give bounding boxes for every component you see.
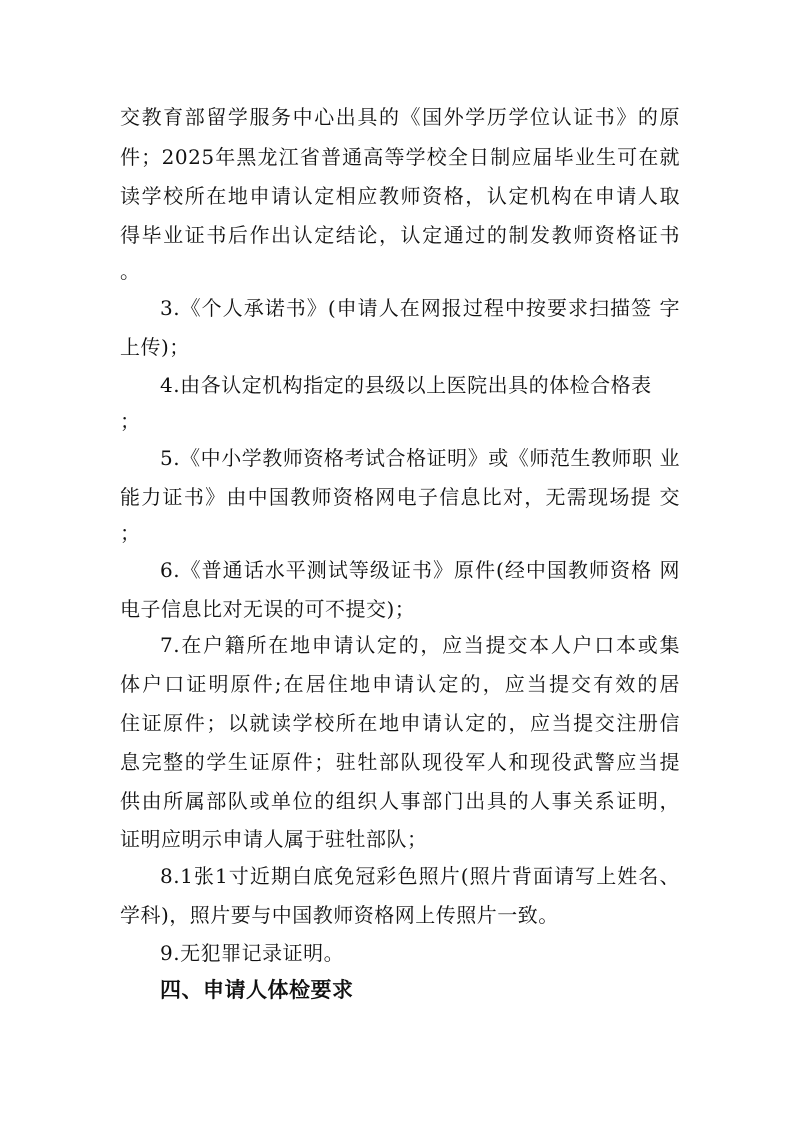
list-item-5-line: 能力证书》由中国教师资格网电子信息比对，无需现场提 交 xyxy=(120,485,680,509)
list-item-7-line: 供由所属部队或单位的组织人事部门出具的人事关系证明， xyxy=(120,789,680,813)
paragraph-line: 件；2025年黑龙江省普通高等学校全日制应届毕业生可在就 xyxy=(120,145,680,169)
list-item-5-line: ； xyxy=(120,521,141,545)
list-item-4-line: 4.由各认定机构指定的县级以上医院出具的体检合格表 xyxy=(160,373,652,397)
paragraph-line: 交教育部留学服务中心出具的《国外学历学位认证书》的原 xyxy=(120,105,680,129)
list-item-4-line: ； xyxy=(120,409,141,433)
paragraph-line: 得毕业证书后作出认定结论，认定通过的制发教师资格证书 xyxy=(120,223,680,247)
list-item-9-line: 9.无犯罪记录证明。 xyxy=(160,941,345,965)
paragraph-line: 。 xyxy=(120,259,141,283)
list-item-7-line: 息完整的学生证原件；驻牡部队现役军人和现役武警应当提 xyxy=(120,750,680,774)
list-item-8-line: 学科)，照片要与中国教师资格网上传照片一致。 xyxy=(120,903,559,927)
list-item-5-line: 5.《中小学教师资格考试合格证明》或《师范生教师职 业 xyxy=(160,446,680,470)
list-item-6-line: 6.《普通话水平测试等级证书》原件(经中国教师资格 网 xyxy=(160,558,680,582)
section-heading: 四、申请人体检要求 xyxy=(160,978,354,1002)
list-item-7-line: 7.在户籍所在地申请认定的，应当提交本人户口本或集 xyxy=(160,633,680,657)
list-item-3-line: 上传)； xyxy=(120,335,190,359)
list-item-7-line: 住证原件；以就读学校所在地申请认定的，应当提交注册信 xyxy=(120,711,680,735)
paragraph-line: 读学校所在地申请认定相应教师资格，认定机构在申请人取 xyxy=(120,184,680,208)
list-item-7-line: 体户口证明原件;在居住地申请认定的，应当提交有效的居 xyxy=(120,672,680,696)
list-item-6-line: 电子信息比对无误的可不提交)； xyxy=(120,597,416,621)
list-item-8-line: 8.1张1寸近期白底免冠彩色照片(照片背面请写上姓名、 xyxy=(160,864,680,888)
list-item-3-line: 3.《个人承诺书》(申请人在网报过程中按要求扫描签 字 xyxy=(160,296,680,320)
list-item-7-line: 证明应明示申请人属于驻牡部队； xyxy=(120,827,428,851)
